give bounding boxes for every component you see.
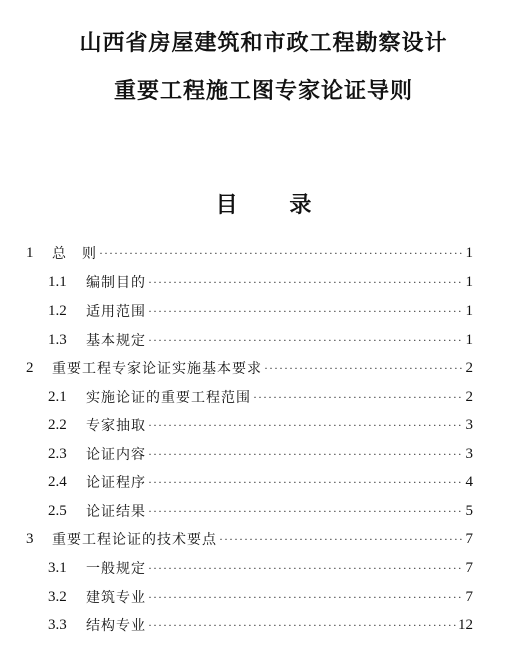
toc-entry-number: 1.3 xyxy=(48,331,67,348)
toc-entry-label: 论证程序 xyxy=(86,475,146,491)
toc-leader-dots xyxy=(99,244,463,262)
toc-entry[interactable] xyxy=(48,499,473,523)
toc-entry-number: 2.3 xyxy=(48,445,67,462)
toc-entry-number: 3.2 xyxy=(48,588,67,605)
toc-entry-label: 论证结果 xyxy=(86,504,146,520)
toc-heading: 目 录 xyxy=(215,192,334,218)
toc-entry-label: 重要工程论证的技术要点 xyxy=(52,532,217,548)
document-title-line-1: 山西省房屋建筑和市政工程勘察设计 xyxy=(79,30,448,56)
toc-entry-label: 编制目的 xyxy=(86,275,146,291)
toc-entry[interactable] xyxy=(48,470,473,494)
toc-entry-label: 结构专业 xyxy=(86,618,146,634)
toc-entry-page: 3 xyxy=(465,416,473,433)
toc-entry[interactable] xyxy=(26,356,473,380)
toc-entry[interactable] xyxy=(48,556,473,580)
toc-entry-label: 总 则 xyxy=(52,246,97,262)
toc-entry-number: 1 xyxy=(26,244,34,261)
toc-entry-page: 3 xyxy=(465,445,473,462)
toc-entry-page: 7 xyxy=(465,530,473,547)
toc-entry-page: 7 xyxy=(465,588,473,605)
toc-entry-label: 一般规定 xyxy=(86,561,146,577)
toc-entry-number: 3.3 xyxy=(48,616,67,633)
toc-leader-dots xyxy=(148,273,463,291)
toc-entry[interactable] xyxy=(26,241,473,265)
toc-entry-label: 实施论证的重要工程范围 xyxy=(86,390,251,406)
toc-entry-label: 专家抽取 xyxy=(86,418,146,434)
toc-entry[interactable] xyxy=(48,442,473,466)
toc-entry[interactable] xyxy=(48,270,473,294)
toc-entry-page: 1 xyxy=(465,331,473,348)
toc-entry-number: 2 xyxy=(26,359,34,376)
toc-entry-page: 1 xyxy=(465,273,473,290)
toc-leader-dots xyxy=(148,445,463,463)
toc-leader-dots xyxy=(253,388,463,406)
toc-entry-label: 建筑专业 xyxy=(86,590,146,606)
toc-entry-number: 2.4 xyxy=(48,473,67,490)
toc-entry[interactable] xyxy=(48,299,473,323)
toc-leader-dots xyxy=(148,588,463,606)
toc-leader-dots xyxy=(148,473,463,491)
toc-leader-dots xyxy=(264,359,463,377)
toc-leader-dots xyxy=(148,559,463,577)
toc-entry-page: 2 xyxy=(465,388,473,405)
toc-leader-dots xyxy=(148,502,463,520)
toc-entry-number: 2.2 xyxy=(48,416,67,433)
toc-entry-page: 12 xyxy=(458,616,473,633)
toc-entry-label: 重要工程专家论证实施基本要求 xyxy=(52,361,262,377)
toc-entry-page: 1 xyxy=(465,244,473,261)
toc-entry-number: 3.1 xyxy=(48,559,67,576)
toc-leader-dots xyxy=(148,331,463,349)
toc-entry[interactable] xyxy=(48,413,473,437)
toc-entry-page: 2 xyxy=(465,359,473,376)
toc-entry[interactable] xyxy=(48,585,473,609)
toc-entry-number: 2.1 xyxy=(48,388,67,405)
toc-entry-page: 4 xyxy=(465,473,473,490)
toc-entry-number: 1.1 xyxy=(48,273,67,290)
document-title-line-2: 重要工程施工图专家论证导则 xyxy=(113,78,413,104)
toc-entry[interactable] xyxy=(48,385,473,409)
toc-entry[interactable] xyxy=(26,527,473,551)
toc-leader-dots xyxy=(148,616,456,634)
toc-leader-dots xyxy=(148,416,463,434)
toc-entry-page: 5 xyxy=(465,502,473,519)
toc-entry-page: 7 xyxy=(465,559,473,576)
toc-entry[interactable] xyxy=(48,328,473,352)
toc-leader-dots xyxy=(219,530,463,548)
toc-entry-page: 1 xyxy=(465,302,473,319)
toc-entry-number: 3 xyxy=(26,530,34,547)
toc-entry-label: 适用范围 xyxy=(86,304,146,320)
toc-entry-number: 2.5 xyxy=(48,502,67,519)
toc-entry-number: 1.2 xyxy=(48,302,67,319)
toc-leader-dots xyxy=(148,302,463,320)
toc-entry[interactable] xyxy=(48,613,473,637)
toc-entry-label: 基本规定 xyxy=(86,333,146,349)
toc-entry-label: 论证内容 xyxy=(86,447,146,463)
